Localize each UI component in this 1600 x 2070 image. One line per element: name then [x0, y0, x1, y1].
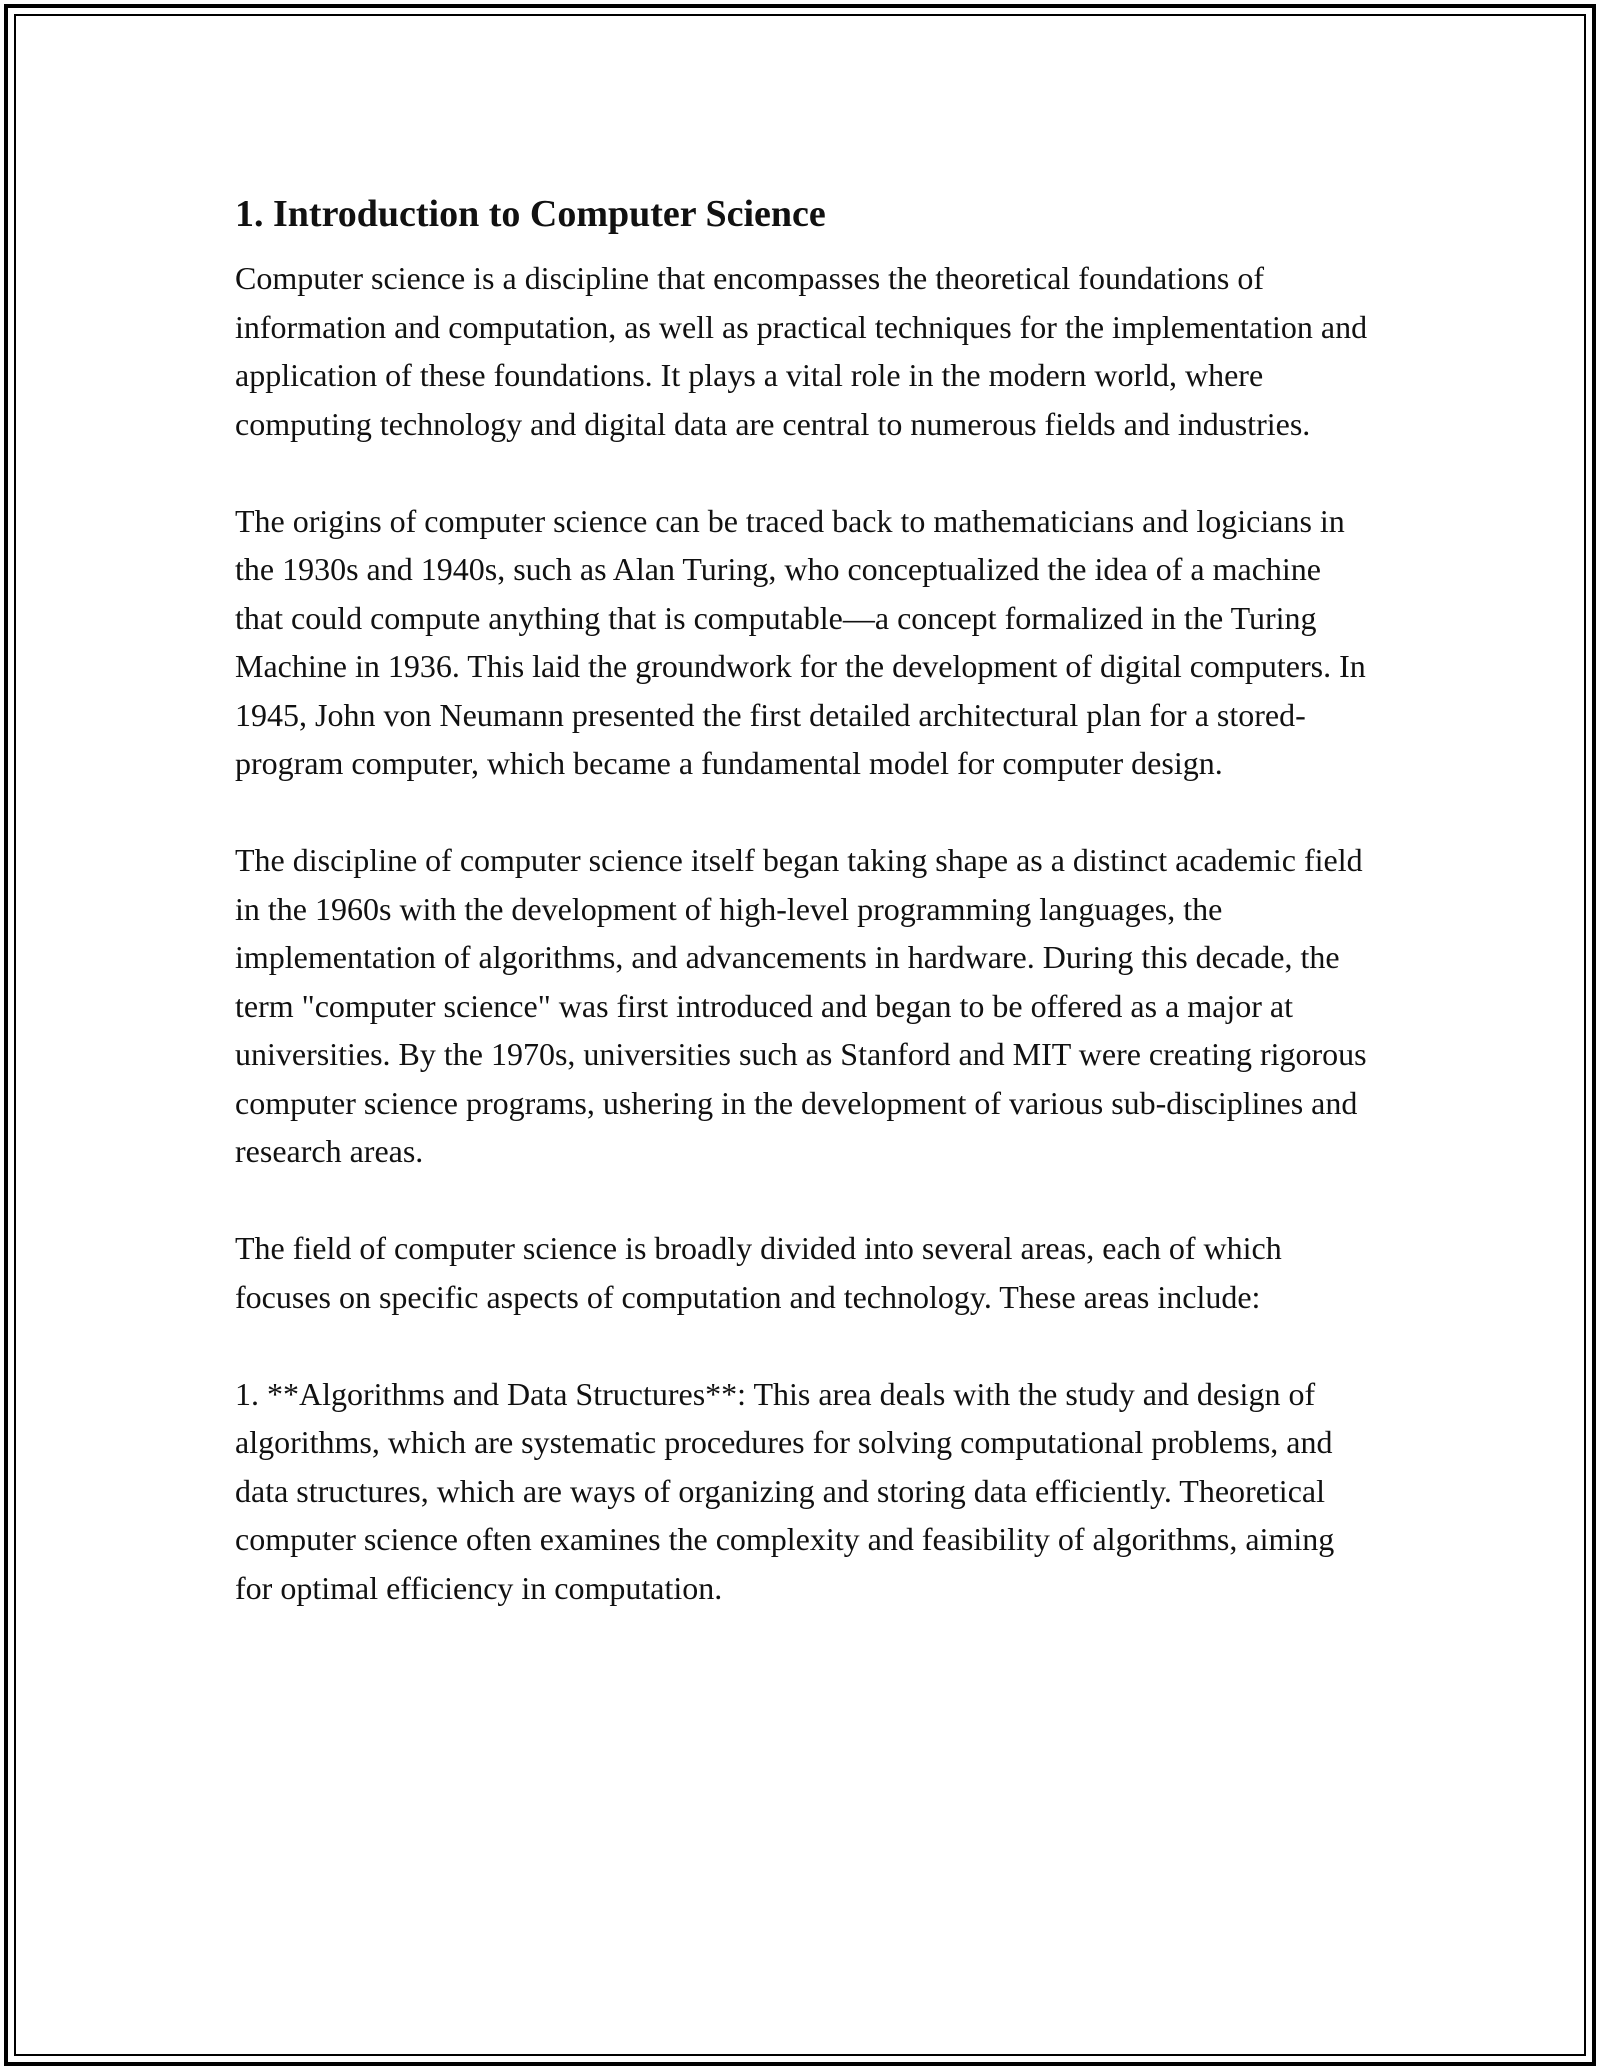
document-body: [235, 188, 1375, 1661]
paragraph-discipline: The discipline of computer science itself began taking shape as a distinct academic field in the 1960s with the development of high-level programming languages, the implementation of algorithms, and advancements in hardware. During this decade, the term "computer science" was first introduced and began to be offered as a major at universities. By the 1970s, universities such as Stanford and MIT were creating rigorous computer science programs, ushering in the development of various sub-disciplines and research areas.: [235, 842, 1367, 1169]
paragraph-algorithms: 1. **Algorithms and Data Structures**: This area deals with the study and design of algorithms, which are systematic procedures for solving computational problems, and data structures, which are ways of organizing and storing data efficiently. Theoretical computer science often examines the complexity and feasibility of algorithms, aiming for optimal efficiency in computation.: [235, 1375, 1335, 1606]
paragraph-origins: The origins of computer science can be traced back to mathematicians and logicians in the 1930s and 1940s, such as Alan Turing, who conceptualized the idea of a machine that could compute anything that is computable—a concept formalized in the Turing Machine in 1936. This laid the groundwork for the development of digital computers. In 1945, John von Neumann presented the first detailed architectural plan for a stored-program computer, which became a fundamental model for computer design.: [235, 502, 1366, 781]
paragraph-intro: Computer science is a discipline that encompasses the theoretical foundations of information and computation, as well as practical techniques for the implementation and application of these foundations. It plays a vital role in the modern world, where computing technology and digital data are central to numerous fields and industries.: [235, 260, 1368, 442]
paragraph-areas: The field of computer science is broadly divided into several areas, each of which focuses on specific aspects of computation and technology. These areas include:: [235, 1230, 1282, 1315]
section-heading: 1. Introduction to Computer Science: [235, 193, 826, 235]
